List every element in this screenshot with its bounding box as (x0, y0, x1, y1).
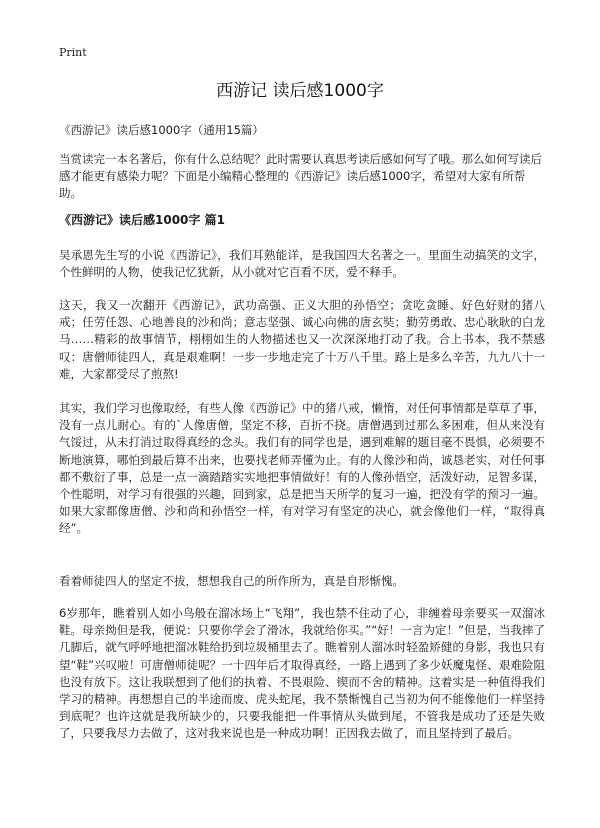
body-paragraph: 吴承恩先生写的小说《西游记》，我们耳熟能详，是我国四大名著之一。里面生动搞笑的文字，个性鲜明的人物，使我记忆犹新，从小就对它百看不厌，爱不释手。 (59, 248, 545, 280)
article-subtitle: 《西游记》读后感1000字（通用15篇） (59, 123, 264, 137)
body-paragraph: 这天，我又一次翻开《西游记》，武功高强、正义大胆的孙悟空；贪吃贪睡、好色好财的猪八戒；任劳任怨、心地善良的沙和尚；意志坚强、诚心向佛的唐玄奘；勤劳勇敢、忠心耿耿的白龙马……精彩的故事情节，栩栩如生的人物描述也又一次深深地打动了我。合上书本，我不禁感叹：唐僧师徒四人，真是艰难啊！一步一步地走完了十万八千里。路上是多么辛苦，九九八十一难，大家都受尽了煎熬! (59, 298, 545, 381)
body-paragraph: 看着师徒四人的坚定不拔，想想我自己的所作所为，真是自形惭愧。 (59, 574, 404, 588)
body-paragraph: 6岁那年，瞧着别人如小鸟般在溜冰场上“飞翔”，我也禁不住动了心，非缠着母亲要买一双溜冰鞋。母亲拗但是我，便说：只要你学会了滑冰，我就给你买。”“好！一言为定！”但是，当我摔了几脚后，就气呼呼地把溜冰鞋给扔到垃圾桶里去了。瞧着别人溜冰时轻盈矫健的身影，我也只有望“鞋”兴叹啦！可唐僧师徒呢？一十四年后才取得真经，一路上遇到了多少妖魔鬼怪、艰难险阻也没有放下。这让我联想到了他们的执着、不畏艰险、锲而不舍的精神。这着实是一种值得我们学习的精神。再想想自己的半途而废、虎头蛇尾，我不禁惭愧自己当初为何不能像他们一样坚持到底呢？也许这就是我所缺少的，只要我能把一件事情从头做到尾，不管我是成功了还是失败了，只要我尽力去做了，这对我来说也是一种成功啊！正因我去做了，而且坚持到了最后。 (59, 606, 545, 741)
section-heading: 《西游记》读后感1000字 篇1 (59, 213, 225, 227)
body-paragraph: 其实，我们学习也像取经，有些人像《西游记》中的猪八戒，懒惰，对任何事情都是草草了事，没有一点儿耐心。有的`人像唐僧，坚定不移，百折不挠。唐僧遇到过那么多困难，但从来没有气馁过，从未打消过取得真经的念头。我们有的同学也是，遇到难解的题目毫不畏惧，必须要不断地演算，哪怕到最后算不出来，也要找老师弄懂为止。有的人像沙和尚，诚恳老实，对任何事都不敷衍了事，总是一点一滴踏踏实实地把事情做好！有的人像孙悟空，活泼好动，足智多谋，个性聪明，对学习有很强的兴趣，回到家，总是把当天所学的复习一遍，把没有学的预习一遍。如果大家都像唐僧、沙和尚和孙悟空一样，有对学习有坚定的决心，就会像他们一样，“取得真经”。 (59, 401, 545, 536)
intro-paragraph: 当赏读完一本名著后，你有什么总结呢？此时需要认真思考读后感如何写了哦。那么如何写读后感才能更有感染力呢？下面是小编精心整理的《西游记》读后感1000字，希望对大家有所帮助。 (59, 152, 542, 200)
print-link[interactable]: Print (59, 46, 87, 59)
page-title: 西游记 读后感1000字 (216, 81, 384, 101)
